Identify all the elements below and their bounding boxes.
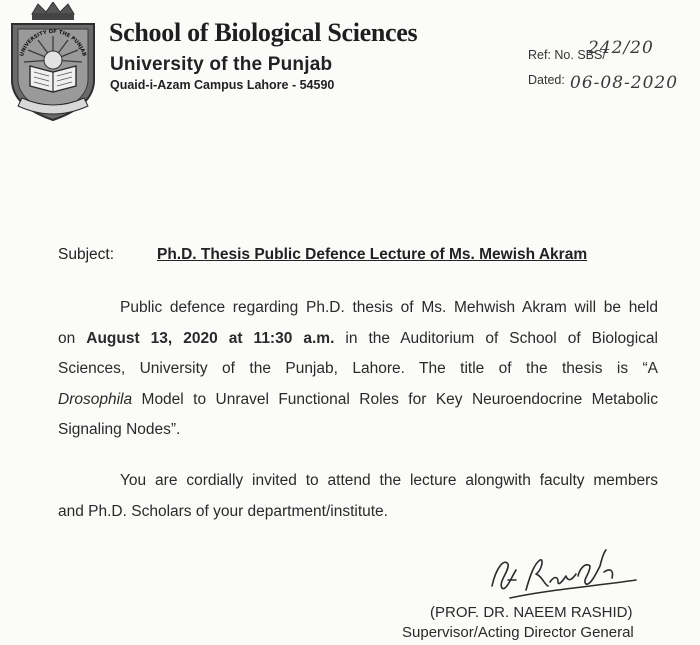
campus-address: Quaid-i-Azam Campus Lahore - 54590: [110, 78, 335, 92]
paragraph-line: [58, 385, 658, 416]
subject-label: Subject:: [58, 246, 115, 263]
paragraph-announcement: [58, 293, 658, 446]
handwritten-signature: [486, 546, 646, 606]
paragraph-line: You are cordially invited to attend the lecture alongwith faculty members: [120, 472, 658, 489]
reference-handwritten-value: 242/20: [588, 38, 654, 58]
signatory-title: Supervisor/Acting Director General: [402, 624, 634, 641]
text-run: Model to Unravel Functional Roles for Key Neuroendocrine Metabolic: [132, 390, 658, 408]
date-label: Dated:: [528, 73, 565, 87]
signatory-name: (PROF. DR. NAEEM RASHID): [430, 604, 633, 621]
school-name: School of Biological Sciences: [109, 18, 418, 47]
university-logo: [4, 2, 102, 124]
paragraph-line: Sciences, University of the Punjab, Lahore. The title of the thesis is “A: [58, 360, 658, 377]
date-handwritten-value: 06-08-2020: [570, 73, 679, 93]
subject-text: Ph.D. Thesis Public Defence Lecture of Ms. Mewish Akram: [157, 246, 588, 263]
reference-number: [528, 38, 654, 62]
paragraph-line: Public defence regarding Ph.D. thesis of Ms. Mehwish Akram will be held: [120, 299, 658, 316]
event-datetime: August 13, 2020 at 11:30 a.m.: [86, 329, 335, 347]
university-name: University of the Punjab: [110, 54, 333, 75]
date-line: [528, 73, 679, 93]
paragraph-line: [58, 324, 658, 355]
text-run: in the Auditorium of School of Biological: [334, 329, 658, 347]
italic-term: Drosophila: [58, 390, 133, 408]
reference-label: Ref: No. SBS/: [528, 48, 606, 62]
paragraph-invitation: [58, 466, 658, 527]
paragraph-line: Signaling Nodes”.: [58, 421, 181, 438]
logo-motto: UNIVERSITY OF THE PUNJAB: [19, 28, 87, 58]
text-run: on: [58, 329, 87, 347]
paragraph-line: and Ph.D. Scholars of your department/institute.: [58, 502, 388, 520]
